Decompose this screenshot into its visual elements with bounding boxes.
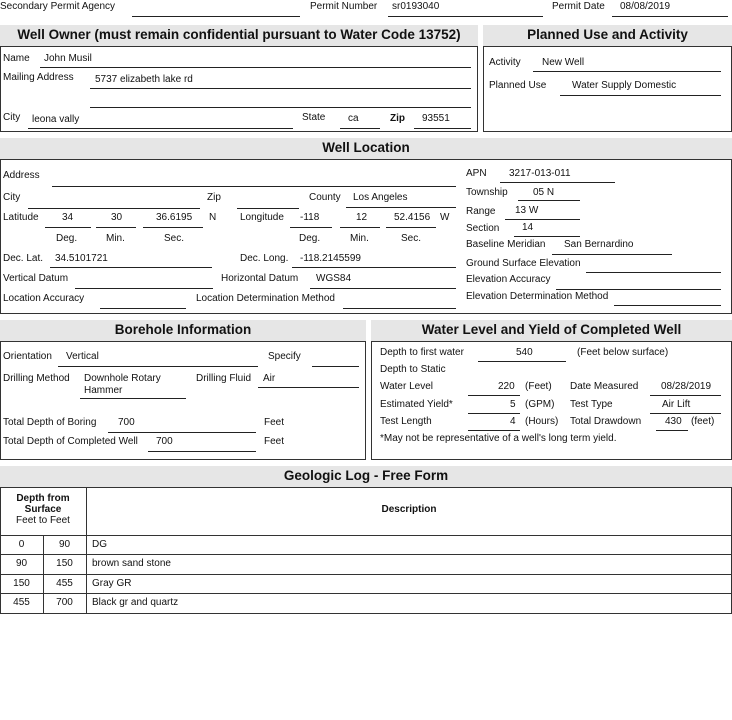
planned-use-value: Water Supply Domestic bbox=[572, 80, 677, 91]
test-length-label: Test Length bbox=[380, 416, 432, 427]
vertical-datum-label: Vertical Datum bbox=[3, 273, 69, 284]
drawdown-value: 430 bbox=[665, 416, 682, 427]
lon-min: 12 bbox=[356, 212, 368, 223]
row-to: 90 bbox=[58, 539, 71, 550]
drilling-fluid-label: Drilling Fluid bbox=[196, 373, 252, 384]
lon-deg-field[interactable] bbox=[290, 227, 332, 228]
geologic-log-section bbox=[0, 466, 732, 614]
elevation-method-field[interactable] bbox=[614, 305, 721, 306]
well-owner-title: Well Owner (must remain confidential pursuant to Water Code 13752) bbox=[0, 25, 478, 47]
row-divider bbox=[0, 574, 732, 575]
activity-label: Activity bbox=[489, 57, 521, 68]
owner-name-field[interactable] bbox=[40, 67, 471, 68]
township-value: 05 N bbox=[533, 187, 555, 198]
drawdown-label: Total Drawdown bbox=[570, 416, 642, 427]
owner-city-label: City bbox=[3, 112, 21, 123]
section-label: Section bbox=[466, 223, 500, 234]
address-label: Address bbox=[3, 170, 40, 181]
row-description: brown sand stone bbox=[92, 558, 171, 569]
owner-city: leona vally bbox=[32, 114, 80, 125]
lat-min-field[interactable] bbox=[96, 227, 136, 228]
date-measured-field[interactable] bbox=[650, 395, 721, 396]
baseline-field[interactable] bbox=[552, 254, 672, 255]
total-boring-label: Total Depth of Boring bbox=[3, 417, 97, 428]
orientation-label: Orientation bbox=[3, 351, 52, 362]
total-completed-field[interactable] bbox=[148, 451, 256, 452]
row-divider bbox=[0, 593, 732, 594]
estimated-yield-field[interactable] bbox=[468, 413, 520, 414]
test-type-label: Test Type bbox=[570, 399, 613, 410]
apn-value: 3217-013-011 bbox=[509, 168, 571, 179]
location-zip-field[interactable] bbox=[237, 208, 299, 209]
drilling-method-line-2: Hammer bbox=[84, 385, 123, 396]
ground-elevation-label: Ground Surface Elevation bbox=[466, 258, 581, 269]
latitude-label: Latitude bbox=[3, 212, 39, 223]
drilling-method-label: Drilling Method bbox=[3, 373, 70, 384]
owner-state-field[interactable] bbox=[340, 128, 380, 129]
total-boring-field[interactable] bbox=[108, 432, 256, 433]
row-from: 150 bbox=[13, 578, 30, 589]
well-location-title: Well Location bbox=[0, 138, 732, 160]
location-city-field[interactable] bbox=[28, 208, 200, 209]
first-water-label: Depth to first water bbox=[380, 347, 464, 358]
estimated-yield-unit: (GPM) bbox=[525, 399, 555, 410]
row-divider bbox=[0, 554, 732, 555]
lon-sec-caption: Sec. bbox=[401, 233, 422, 244]
mailing-address: 5737 elizabeth lake rd bbox=[95, 74, 193, 85]
depth-header-line-3: Feet to Feet bbox=[16, 515, 70, 526]
yield-footnote: *May not be representative of a well's long term yield. bbox=[380, 433, 617, 444]
location-method-label: Location Determination Method bbox=[196, 293, 335, 304]
permit-number: sr0193040 bbox=[392, 1, 440, 12]
elevation-accuracy-field[interactable] bbox=[556, 289, 721, 290]
lat-sec-field[interactable] bbox=[143, 227, 203, 228]
planned-use-label: Planned Use bbox=[489, 80, 547, 91]
township-field[interactable] bbox=[518, 200, 580, 201]
test-length-unit: (Hours) bbox=[525, 416, 559, 427]
depth-static-label: Depth to Static bbox=[380, 364, 446, 375]
range-label: Range bbox=[466, 206, 496, 217]
lat-deg: 34 bbox=[62, 212, 74, 223]
owner-city-field[interactable] bbox=[28, 128, 293, 129]
owner-name: John Musil bbox=[44, 53, 92, 64]
vertical-datum-field[interactable] bbox=[75, 288, 213, 289]
row-from: 90 bbox=[15, 558, 28, 569]
date-measured-value: 08/28/2019 bbox=[661, 381, 712, 392]
horizontal-datum: WGS84 bbox=[316, 273, 352, 284]
dec-long: -118.2145599 bbox=[300, 253, 361, 264]
permit-date-label: Permit Date bbox=[552, 1, 605, 12]
row-description: Gray GR bbox=[92, 578, 132, 589]
owner-state-label: State bbox=[302, 112, 326, 123]
test-length-value: 4 bbox=[510, 416, 516, 427]
lon-deg: -118 bbox=[300, 212, 320, 223]
drilling-method-line-1: Downhole Rotary bbox=[84, 373, 161, 384]
mailing-address-field-2[interactable] bbox=[90, 107, 471, 108]
drilling-method-field[interactable] bbox=[80, 398, 186, 399]
test-length-field[interactable] bbox=[468, 430, 520, 431]
drawdown-unit: (feet) bbox=[691, 416, 715, 427]
horizontal-datum-field[interactable] bbox=[310, 288, 456, 289]
depth-header-line-2: Surface bbox=[24, 504, 62, 515]
owner-state: ca bbox=[348, 113, 359, 124]
depth-header-line-1: Depth from bbox=[16, 493, 70, 504]
dec-lat: 34.5101721 bbox=[55, 253, 108, 264]
planned-use-title: Planned Use and Activity bbox=[483, 25, 732, 47]
address-field[interactable] bbox=[52, 186, 456, 187]
row-description: DG bbox=[92, 539, 107, 550]
lon-dir: W bbox=[440, 212, 450, 223]
estimated-yield-value: 5 bbox=[510, 399, 516, 410]
dec-long-field[interactable] bbox=[292, 267, 456, 268]
dec-lat-field[interactable] bbox=[50, 267, 212, 268]
specify-field[interactable] bbox=[312, 366, 359, 367]
baseline-label: Baseline Meridian bbox=[466, 239, 546, 250]
location-accuracy-label: Location Accuracy bbox=[3, 293, 85, 304]
owner-zip: 93551 bbox=[422, 113, 450, 124]
apn-label: APN bbox=[466, 168, 487, 179]
elevation-accuracy-label: Elevation Accuracy bbox=[466, 274, 551, 285]
owner-zip-label: Zip bbox=[390, 113, 405, 124]
row-to: 455 bbox=[56, 578, 73, 589]
date-measured-label: Date Measured bbox=[570, 381, 639, 392]
row-from: 455 bbox=[13, 597, 30, 608]
lat-sec: 36.6195 bbox=[156, 212, 193, 223]
water-level-unit: (Feet) bbox=[525, 381, 552, 392]
county-value: Los Angeles bbox=[353, 192, 408, 203]
section-value: 14 bbox=[522, 222, 534, 233]
total-completed-value: 700 bbox=[156, 436, 173, 447]
lat-sec-caption: Sec. bbox=[164, 233, 185, 244]
lat-min-caption: Min. bbox=[106, 233, 125, 244]
mailing-address-field[interactable] bbox=[90, 88, 471, 89]
lat-deg-caption: Deg. bbox=[56, 233, 78, 244]
owner-name-label: Name bbox=[3, 53, 30, 64]
longitude-label: Longitude bbox=[240, 212, 284, 223]
dec-long-label: Dec. Long. bbox=[240, 253, 289, 264]
row-from: 0 bbox=[18, 539, 25, 550]
total-boring-unit: Feet bbox=[264, 417, 285, 428]
water-level-title: Water Level and Yield of Completed Well bbox=[371, 320, 732, 342]
horizontal-datum-label: Horizontal Datum bbox=[221, 273, 299, 284]
activity-value: New Well bbox=[542, 57, 585, 68]
permit-number-label: Permit Number bbox=[310, 1, 378, 12]
test-type-field[interactable] bbox=[650, 413, 721, 414]
total-completed-label: Total Depth of Completed Well bbox=[3, 436, 138, 447]
drilling-fluid-value: Air bbox=[263, 373, 276, 384]
first-water-unit: (Feet below surface) bbox=[577, 347, 669, 358]
county-label: County bbox=[309, 192, 341, 203]
secondary-agency-field[interactable] bbox=[132, 16, 300, 17]
geolog-header-divider bbox=[0, 535, 732, 536]
water-level-value: 220 bbox=[498, 381, 515, 392]
location-accuracy-field[interactable] bbox=[100, 308, 186, 309]
range-field[interactable] bbox=[505, 219, 580, 220]
township-label: Township bbox=[466, 187, 508, 198]
planned-use-field[interactable] bbox=[560, 95, 721, 96]
location-city-label: City bbox=[3, 192, 21, 203]
first-water-field[interactable] bbox=[478, 361, 566, 362]
borehole-title: Borehole Information bbox=[0, 320, 366, 342]
permit-date-field[interactable] bbox=[612, 16, 728, 17]
water-level-label: Water Level bbox=[380, 381, 433, 392]
lon-min-caption: Min. bbox=[350, 233, 369, 244]
lat-deg-field[interactable] bbox=[45, 227, 91, 228]
specify-label: Specify bbox=[268, 351, 301, 362]
activity-field[interactable] bbox=[533, 71, 721, 72]
total-completed-unit: Feet bbox=[264, 436, 285, 447]
location-method-field[interactable] bbox=[343, 308, 456, 309]
permit-number-field[interactable] bbox=[388, 16, 543, 17]
drawdown-field[interactable] bbox=[656, 430, 688, 431]
row-to: 150 bbox=[56, 558, 73, 569]
ground-elevation-field[interactable] bbox=[586, 272, 721, 273]
water-level-field[interactable] bbox=[468, 395, 520, 396]
orientation-field[interactable] bbox=[58, 366, 258, 367]
owner-zip-field[interactable] bbox=[414, 128, 471, 129]
mailing-address-label: Mailing Address bbox=[3, 72, 74, 83]
drilling-fluid-field[interactable] bbox=[258, 387, 359, 388]
total-boring-value: 700 bbox=[118, 417, 135, 428]
lon-sec: 52.4156 bbox=[394, 212, 431, 223]
row-description: Black gr and quartz bbox=[92, 597, 179, 608]
county-field[interactable] bbox=[346, 207, 456, 208]
permit-date: 08/08/2019 bbox=[620, 1, 671, 12]
range-value: 13 W bbox=[515, 205, 539, 216]
lon-min-field[interactable] bbox=[340, 227, 380, 228]
description-header: Description bbox=[381, 504, 437, 515]
orientation-value: Vertical bbox=[66, 351, 99, 362]
geologic-log-title: Geologic Log - Free Form bbox=[0, 466, 732, 488]
dec-lat-label: Dec. Lat. bbox=[3, 253, 44, 264]
lon-deg-caption: Deg. bbox=[299, 233, 321, 244]
first-water-value: 540 bbox=[516, 347, 533, 358]
estimated-yield-label: Estimated Yield* bbox=[380, 399, 453, 410]
location-zip-label: Zip bbox=[207, 192, 221, 203]
secondary-agency-label: Secondary Permit Agency bbox=[0, 1, 116, 12]
section-field[interactable] bbox=[514, 236, 580, 237]
baseline-value: San Bernardino bbox=[564, 239, 634, 250]
apn-field[interactable] bbox=[500, 182, 615, 183]
lat-min: 30 bbox=[111, 212, 123, 223]
row-to: 700 bbox=[56, 597, 73, 608]
lat-dir: N bbox=[209, 212, 217, 223]
lon-sec-field[interactable] bbox=[386, 227, 436, 228]
elevation-method-label: Elevation Determination Method bbox=[466, 291, 609, 302]
test-type-value: Air Lift bbox=[662, 399, 691, 410]
